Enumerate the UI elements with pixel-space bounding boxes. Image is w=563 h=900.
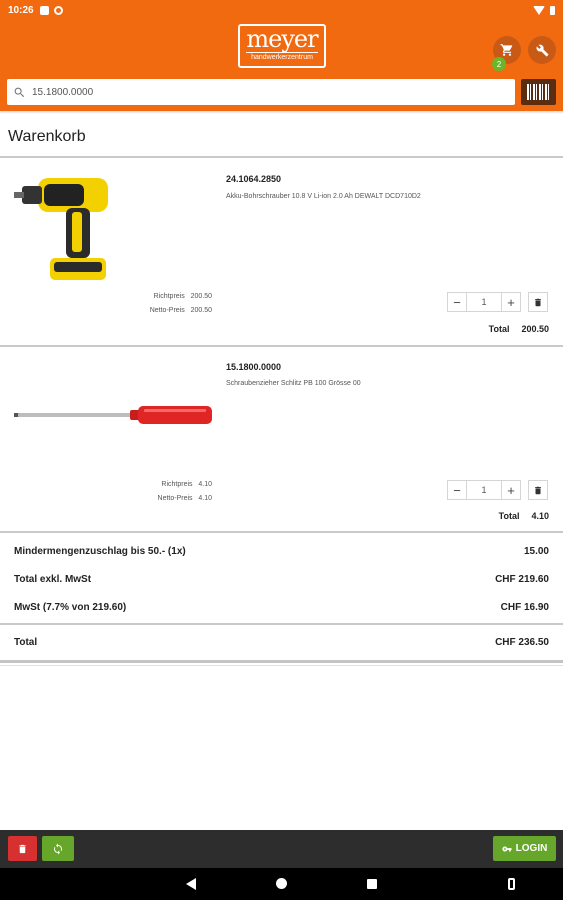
surcharge-value: 15.00 bbox=[523, 546, 549, 557]
trash-icon bbox=[533, 485, 543, 496]
quantity-value[interactable]: 1 bbox=[467, 292, 501, 312]
remove-item-button[interactable] bbox=[528, 480, 548, 500]
list-price-label: Richtpreis bbox=[153, 293, 185, 300]
screwdriver-image bbox=[14, 405, 212, 425]
tools-button[interactable] bbox=[528, 36, 556, 64]
item-sku[interactable]: 24.1064.2850 bbox=[226, 174, 282, 184]
wrench-icon bbox=[536, 44, 549, 57]
wifi-icon bbox=[533, 6, 545, 15]
increase-quantity-button[interactable]: + bbox=[501, 480, 521, 500]
home-icon[interactable] bbox=[276, 878, 287, 889]
item-total-value: 4.10 bbox=[531, 511, 549, 521]
divider bbox=[0, 665, 563, 666]
list-price-label: Richtpreis bbox=[161, 481, 193, 488]
refresh-button[interactable] bbox=[42, 836, 74, 861]
barcode-icon bbox=[527, 84, 551, 100]
trash-icon bbox=[533, 297, 543, 308]
item-total-value: 200.50 bbox=[521, 324, 549, 334]
login-label: LOGIN bbox=[515, 843, 548, 854]
meyer-logo[interactable] bbox=[238, 24, 326, 68]
surcharge-label: Mindermengenzuschlag bis 50.- (1x) bbox=[14, 546, 186, 557]
bottom-action-bar bbox=[0, 830, 563, 868]
net-price-label: Netto-Preis bbox=[157, 495, 193, 502]
app-header bbox=[0, 20, 563, 72]
item-sku[interactable]: 15.1800.0000 bbox=[226, 362, 282, 372]
decrease-quantity-button[interactable]: − bbox=[447, 480, 467, 500]
logo-text: meyer bbox=[246, 25, 318, 53]
sim-icon bbox=[40, 6, 49, 15]
divider bbox=[0, 156, 563, 158]
system-nav-bar bbox=[0, 868, 563, 900]
list-price-value: 200.50 bbox=[190, 293, 212, 300]
net-price-label: Netto-Preis bbox=[149, 307, 185, 314]
item-description: Schraubenzieher Schlitz PB 100 Grösse 00 bbox=[226, 380, 361, 387]
divider bbox=[0, 531, 563, 533]
remove-item-button[interactable] bbox=[528, 292, 548, 312]
divider bbox=[0, 660, 563, 663]
cart-count-badge: 2 bbox=[492, 57, 506, 71]
vat-value: CHF 16.90 bbox=[500, 602, 549, 613]
status-time: 10:26 bbox=[8, 4, 34, 16]
refresh-icon bbox=[52, 843, 64, 855]
key-icon bbox=[502, 844, 512, 854]
net-price-value: 200.50 bbox=[190, 307, 212, 314]
battery-icon bbox=[550, 6, 555, 15]
subtotal-row bbox=[14, 574, 549, 585]
divider bbox=[0, 623, 563, 625]
rotate-icon[interactable] bbox=[508, 878, 515, 890]
subtotal-value: CHF 219.60 bbox=[495, 574, 549, 585]
grand-total-value: CHF 236.50 bbox=[495, 637, 549, 648]
grand-total-row bbox=[14, 637, 549, 648]
quantity-stepper bbox=[447, 480, 521, 500]
vat-label: MwSt (7.7% von 219.60) bbox=[14, 602, 127, 613]
sync-icon bbox=[54, 6, 63, 15]
decrease-quantity-button[interactable]: − bbox=[447, 292, 467, 312]
trash-icon bbox=[17, 843, 28, 855]
logo-subtext: handwerkerzentrum bbox=[246, 52, 318, 63]
subtotal-label: Total exkl. MwSt bbox=[14, 574, 92, 585]
header-shadow bbox=[0, 111, 563, 114]
item-total-label: Total bbox=[498, 511, 520, 521]
list-price-value: 4.10 bbox=[198, 481, 212, 488]
status-bar bbox=[0, 0, 563, 20]
increase-quantity-button[interactable]: + bbox=[501, 292, 521, 312]
search-icon bbox=[13, 86, 26, 99]
recent-apps-icon[interactable] bbox=[367, 879, 377, 889]
back-icon[interactable] bbox=[186, 878, 196, 890]
item-description: Akku-Bohrschrauber 10.8 V Li-ion 2.0 Ah DEWALT DCD710D2 bbox=[226, 193, 421, 200]
item-total bbox=[489, 324, 549, 334]
quantity-stepper bbox=[447, 292, 521, 312]
item-total-label: Total bbox=[488, 324, 510, 334]
search-input[interactable] bbox=[32, 87, 492, 98]
cordless-drill-image bbox=[14, 172, 112, 284]
cart-icon bbox=[500, 43, 514, 57]
barcode-scan-button[interactable] bbox=[521, 79, 556, 105]
surcharge-row bbox=[14, 546, 549, 557]
quantity-value[interactable]: 1 bbox=[467, 480, 501, 500]
item-prices bbox=[0, 478, 212, 506]
net-price-value: 4.10 bbox=[198, 495, 212, 502]
page-title: Warenkorb bbox=[8, 128, 86, 145]
search-bar bbox=[0, 72, 563, 111]
search-box[interactable] bbox=[7, 79, 515, 105]
grand-total-label: Total bbox=[14, 637, 38, 648]
item-total bbox=[499, 511, 549, 521]
item-prices bbox=[0, 290, 212, 318]
vat-row bbox=[14, 602, 549, 613]
clear-cart-button[interactable] bbox=[8, 836, 37, 861]
login-button[interactable] bbox=[493, 836, 556, 861]
divider bbox=[0, 345, 563, 347]
